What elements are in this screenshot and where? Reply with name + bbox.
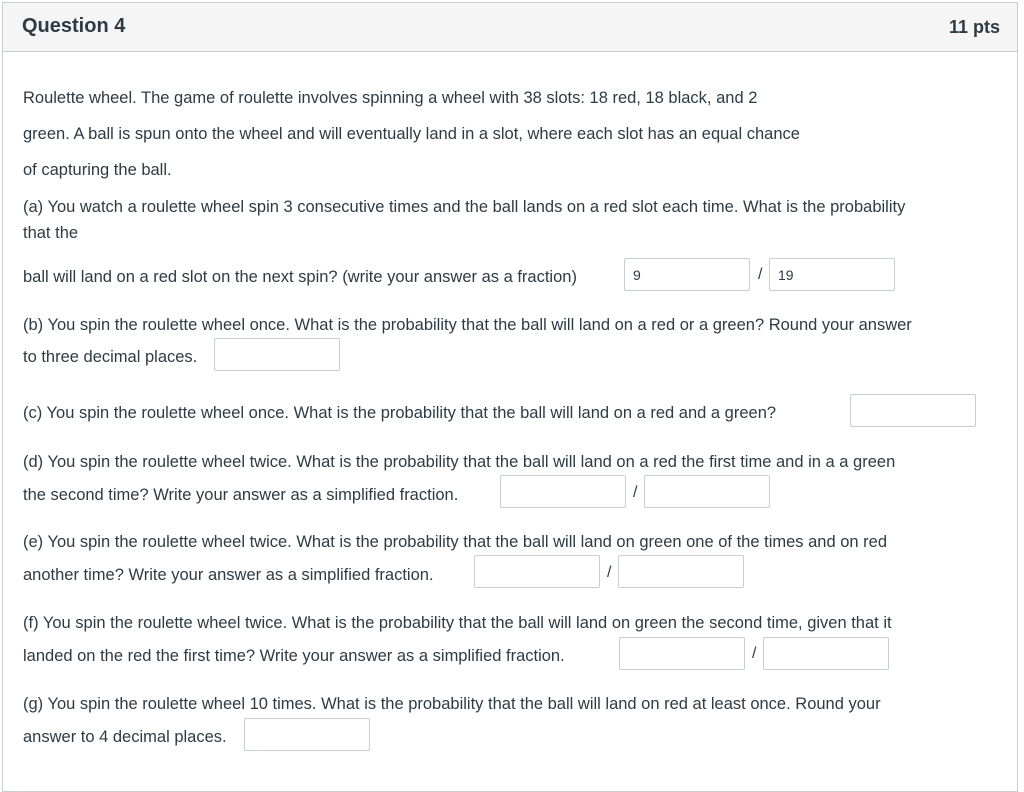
part-e-line-2: another time? Write your answer as a simplified fraction. [23, 566, 434, 584]
part-b-line-1: (b) You spin the roulette wheel once. What is the probability that the ball will land on a red or a green? Round your answer [23, 316, 912, 334]
part-c-answer-input[interactable] [850, 394, 976, 427]
part-e-line-1: (e) You spin the roulette wheel twice. What is the probability that the ball will land on green one of the times and on red [23, 533, 888, 551]
part-a-fraction-slash: / [758, 266, 763, 283]
part-g-line-2: answer to 4 decimal places. [23, 728, 227, 746]
part-d-numerator-input[interactable] [500, 475, 626, 508]
question-title: Question 4 [22, 15, 126, 37]
part-g-answer-input[interactable] [244, 718, 370, 751]
part-f-line-2: landed on the red the first time? Write your answer as a simplified fraction. [23, 647, 565, 665]
part-d-line-1: (d) You spin the roulette wheel twice. What is the probability that the ball will land on a red the first time and in a a green [23, 453, 896, 471]
part-d-line-2: the second time? Write your answer as a simplified fraction. [23, 486, 459, 504]
question-points: 11 pts [948, 17, 1000, 37]
part-b-line-2: to three decimal places. [23, 348, 198, 366]
part-a-line-3: ball will land on a red slot on the next spin? (write your answer as a fraction) [23, 268, 577, 286]
part-a-numerator-input[interactable] [624, 258, 750, 291]
part-f-numerator-input[interactable] [619, 637, 745, 670]
part-a-line-2: that the [23, 224, 79, 242]
part-f-fraction-slash: / [752, 645, 757, 662]
part-e-fraction-slash: / [607, 564, 612, 581]
part-f-denominator-input[interactable] [763, 637, 889, 670]
intro-line-1: Roulette wheel. The game of roulette involves spinning a wheel with 38 slots: 18 red, 18 black, and 2 [23, 89, 758, 107]
part-e-denominator-input[interactable] [618, 555, 744, 588]
part-d-fraction-slash: / [633, 484, 638, 501]
question-header [3, 3, 1017, 52]
part-a-line-1: (a) You watch a roulette wheel spin 3 consecutive times and the ball lands on a red slot each time. What is the probability [23, 198, 906, 216]
part-c-line-1: (c) You spin the roulette wheel once. What is the probability that the ball will land on a red and a green? [23, 404, 777, 422]
part-a-denominator-input[interactable] [769, 258, 895, 291]
question-card [2, 2, 1018, 792]
intro-line-2: green. A ball is spun onto the wheel and will eventually land in a slot, where each slot has an equal chance [23, 125, 800, 143]
part-g-line-1: (g) You spin the roulette wheel 10 times. What is the probability that the ball will land on red at least once. Round your [23, 695, 881, 713]
part-f-line-1: (f) You spin the roulette wheel twice. What is the probability that the ball will land on green the second time, given that it [23, 614, 892, 632]
intro-line-3: of capturing the ball. [23, 161, 172, 179]
part-d-denominator-input[interactable] [644, 475, 770, 508]
part-b-answer-input[interactable] [214, 338, 340, 371]
part-e-numerator-input[interactable] [474, 555, 600, 588]
